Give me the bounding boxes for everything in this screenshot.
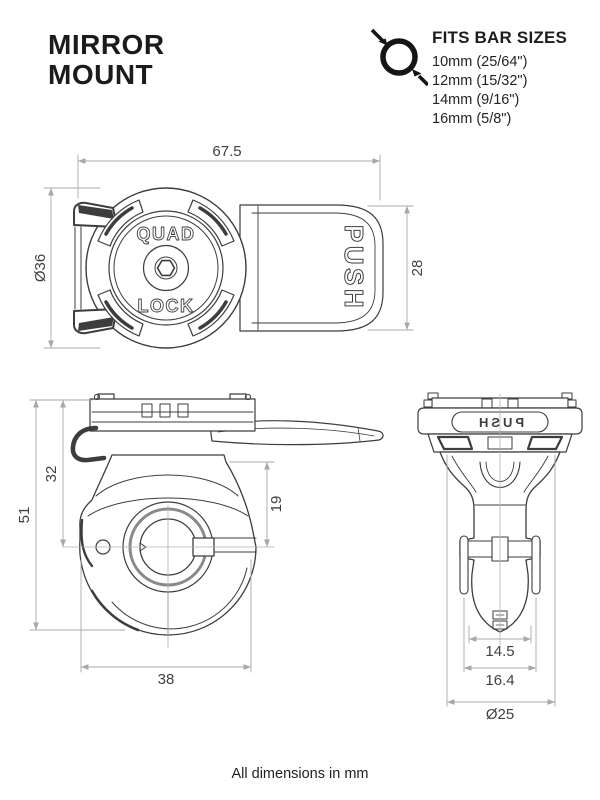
fits-heading: FITS BAR SIZES — [432, 28, 568, 47]
front-view-drawing — [63, 394, 383, 648]
bar-size-item: 16mm (5/8") — [432, 111, 512, 127]
dim-front-base-width: 38 — [157, 671, 175, 688]
dim-front-top-to-center: 32 — [43, 465, 60, 483]
dim-top-diameter: Ø36 — [32, 253, 49, 283]
lock-label: LOCK — [137, 296, 195, 316]
quad-label: QUAD — [136, 224, 196, 244]
top-view-drawing — [74, 188, 383, 348]
top-push-label: PUSH — [339, 224, 370, 312]
dimensions-note: All dimensions in mm — [231, 766, 369, 782]
dim-side-knob-width: 14.5 — [485, 643, 515, 660]
page-title-line2: MOUNT — [48, 59, 154, 90]
dim-front-shoulder-to-center: 19 — [268, 495, 285, 513]
bar-size-item: 10mm (25/64") — [432, 54, 528, 70]
dim-top-width: 67.5 — [212, 143, 242, 160]
dim-side-base-diameter: Ø25 — [485, 706, 515, 723]
side-view-drawing — [418, 393, 582, 645]
bar-size-item: 14mm (9/16") — [432, 92, 520, 108]
page-title-line1: MIRROR — [48, 29, 165, 60]
dim-side-collar-width: 16.4 — [485, 672, 515, 689]
dim-top-height: 28 — [409, 259, 426, 277]
dim-front-overall-height: 51 — [16, 506, 33, 524]
side-push-label: PUSH — [475, 415, 525, 430]
bar-size-item: 12mm (15/32") — [432, 73, 528, 89]
